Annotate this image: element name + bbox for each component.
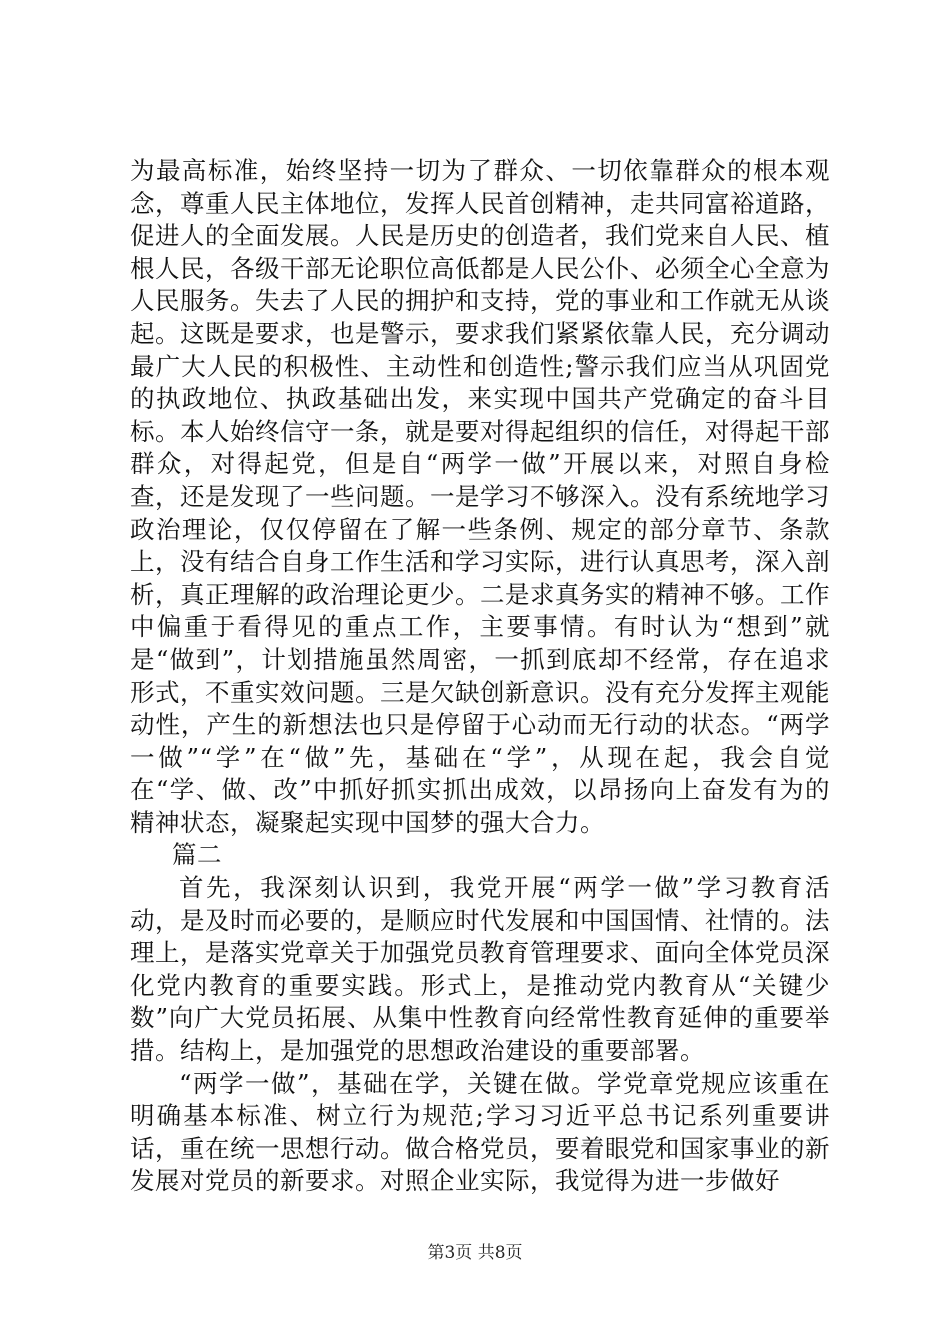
body-paragraph-continued: 为最高标准，始终坚持一切为了群众、一切依靠群众的根本观念，尊重人民主体地位，发挥人民首创精神，走共同富裕道路，促进人的全面发展。人民是历史的创造者，我们党来自人民、植根人民，各级干部无论职位高低都是人民公仆、必须全心全意为人民服务。失去了人民的拥护和支持，党的事业和工作就无从谈起。这既是要求，也是警示，要求我们紧紧依靠人民，充分调动最广大人民的积极性、主动性和创造性;警示我们应当从巩固党的执政地位、执政基础出发，来实现中国共产党确定的奋斗目标。本人始终信守一条，就是要对得起组织的信任，对得起干部群众，对得起党，但是自“两学一做”开展以来，对照自身检查，还是发现了一些问题。一是学习不够深入。没有系统地学习政治理论，仅仅停留在了解一些条例、规定的部分章节、条款上，没有结合自身工作生活和学习实际，进行认真思考，深入剖析，真正理解的政治理论更少。二是求真务实的精神不够。工作中偏重于看得见的重点工作，主要事情。有时认为“想到”就是“做到”，计划措施虽然周密，一抓到底却不经常，存在追求形式，不重实效问题。三是欠缺创新意识。没有充分发挥主观能动性，产生的新想法也只是停留于心动而无行动的状态。“两学一做”“学”在“做”先，基础在“学”，从现在起，我会自觉在“学、做、改”中抓好抓实抓出成效，以昂扬向上奋发有为的精神状态，凝聚起实现中国梦的强大合力。 xyxy=(130,156,830,837)
document-body xyxy=(130,155,830,1198)
section-heading: 篇二 xyxy=(172,840,222,870)
page-number-footer: 第3页 共8页 xyxy=(427,1243,523,1263)
section-paragraph-2: “两学一做”，基础在学，关键在做。学党章党规应该重在明确基本标准、树立行为规范;学习习近平总书记系列重要讲话，重在统一思想行动。做合格党员，要着眼党和国家事业的新发展对党员的新要求。对照企业实际，我觉得为进一步做好 xyxy=(130,1068,830,1196)
section-paragraph-1: 首先，我深刻认识到，我党开展“两学一做”学习教育活动，是及时而必要的，是顺应时代发展和中国国情、社情的。法理上，是落实党章关于加强党员教育管理要求、面向全体党员深化党内教育的重要实践。形式上，是推动党内教育从“关键少数”向广大党员拓展、从集中性教育向经常性教育延伸的重要举措。结构上，是加强党的思想政治建设的重要部署。 xyxy=(130,873,830,1066)
